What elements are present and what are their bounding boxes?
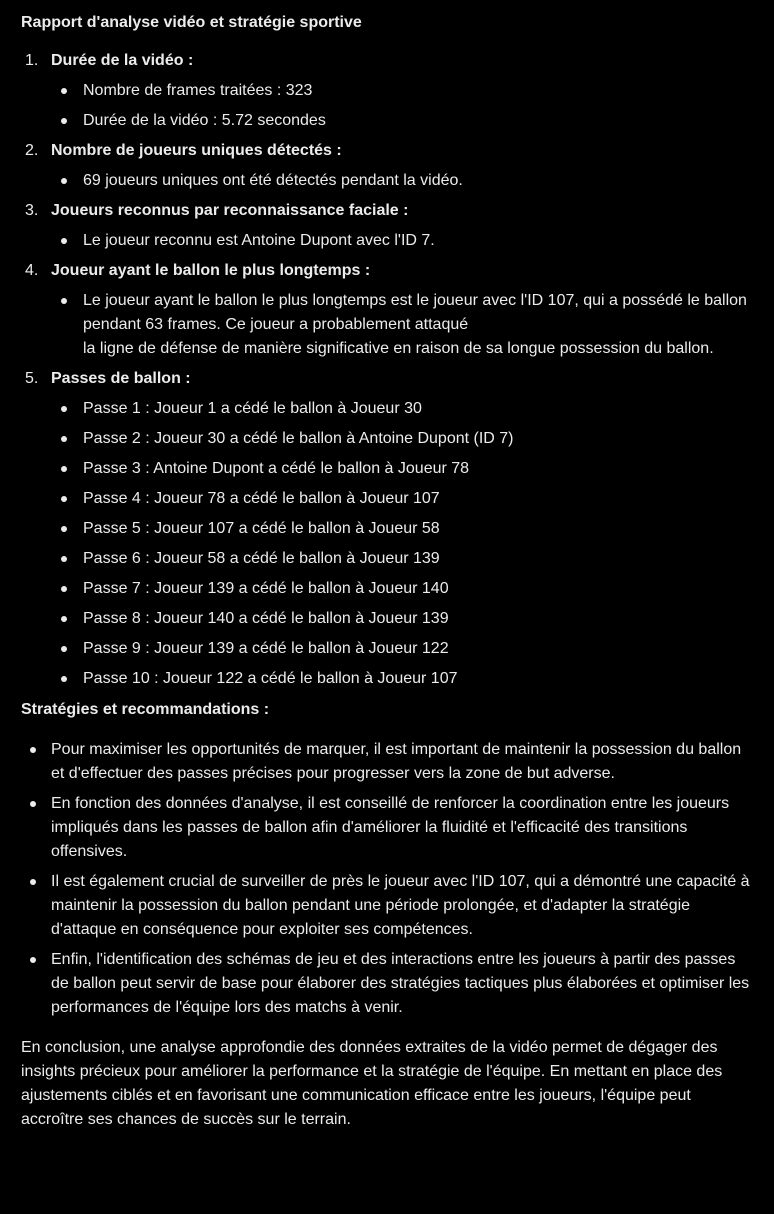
strategies-list [21, 738, 754, 1020]
section-items [51, 169, 754, 193]
conclusion-paragraph: En conclusion, une analyse approfondie des données extraites de la vidéo permet de dégager des insights précieux pour améliorer la performance et la stratégie de l'équipe. En mettant en place des ajustements ciblés et en favorisant une communication efficace entre les joueurs, l'équipe peut accroître ses chances de succès sur le terrain. [21, 1039, 723, 1128]
section-heading: Passes de ballon : [51, 370, 191, 387]
section-longest-possession [21, 259, 754, 361]
section-number: 4. [25, 262, 39, 279]
list-item: Passe 10 : Joueur 122 a cédé le ballon à Joueur 107 [51, 667, 754, 691]
list-item: En fonction des données d'analyse, il est conseillé de renforcer la coordination entre les joueurs impliqués dans les passes de ballon afin d'améliorer la fluidité et l'efficacité des transitions offensives. [21, 792, 754, 864]
list-item: Passe 7 : Joueur 139 a cédé le ballon à Joueur 140 [51, 577, 754, 601]
list-item: Passe 4 : Joueur 78 a cédé le ballon à Joueur 107 [51, 487, 754, 511]
list-item: Passe 8 : Joueur 140 a cédé le ballon à Joueur 139 [51, 607, 754, 631]
list-item: Pour maximiser les opportunités de marquer, il est important de maintenir la possession du ballon et d'effectuer des passes précises pour progresser vers la zone de but adverse. [21, 738, 754, 786]
list-item: Passe 3 : Antoine Dupont a cédé le ballon à Joueur 78 [51, 457, 754, 481]
strategies-heading: Stratégies et recommandations : [21, 701, 270, 718]
list-item: Passe 1 : Joueur 1 a cédé le ballon à Joueur 30 [51, 397, 754, 421]
list-item: Passe 5 : Joueur 107 a cédé le ballon à Joueur 58 [51, 517, 754, 541]
list-item: Passe 6 : Joueur 58 a cédé le ballon à Joueur 139 [51, 547, 754, 571]
list-item: Le joueur ayant le ballon le plus longtemps est le joueur avec l'ID 107, qui a possédé le ballon pendant 63 frames. Ce joueur a probablement attaqué la ligne de défense de manière significative en raison de sa longue possession du ballon. [51, 289, 754, 361]
list-item: Enfin, l'identification des schémas de jeu et des interactions entre les joueurs à partir des passes de ballon peut servir de base pour élaborer des stratégies tactiques plus élaborées et optimiser les performances de l'équipe lors des matchs à venir. [21, 948, 754, 1020]
section-items [51, 79, 754, 133]
section-items [51, 229, 754, 253]
section-items [51, 289, 754, 361]
section-heading: Joueurs reconnus par reconnaissance faciale : [51, 202, 409, 219]
list-item: Passe 9 : Joueur 139 a cédé le ballon à Joueur 122 [51, 637, 754, 661]
list-item: 69 joueurs uniques ont été détectés pendant la vidéo. [51, 169, 754, 193]
list-item: Durée de la vidéo : 5.72 secondes [51, 109, 754, 133]
section-number: 1. [25, 52, 39, 69]
section-heading: Nombre de joueurs uniques détectés : [51, 142, 342, 159]
report-title: Rapport d'analyse vidéo et stratégie sportive [21, 14, 362, 31]
list-item: Nombre de frames traitées : 323 [51, 79, 754, 103]
section-items [51, 397, 754, 691]
section-number: 2. [25, 142, 39, 159]
sections-list [21, 49, 754, 691]
section-unique-players [21, 139, 754, 193]
list-item: Passe 2 : Joueur 30 a cédé le ballon à Antoine Dupont (ID 7) [51, 427, 754, 451]
list-item: Il est également crucial de surveiller de près le joueur avec l'ID 107, qui a démontré une capacité à maintenir la possession du ballon pendant une période prolongée, et d'adapter la stratégie d'attaque en conséquence pour exploiter ses compétences. [21, 870, 754, 942]
list-item: Le joueur reconnu est Antoine Dupont avec l'ID 7. [51, 229, 754, 253]
section-video-duration [21, 49, 754, 133]
section-number: 5. [25, 370, 39, 387]
section-number: 3. [25, 202, 39, 219]
section-heading: Joueur ayant le ballon le plus longtemps : [51, 262, 371, 279]
section-heading: Durée de la vidéo : [51, 52, 194, 69]
section-ball-passes [21, 367, 754, 691]
section-face-recognition [21, 199, 754, 253]
